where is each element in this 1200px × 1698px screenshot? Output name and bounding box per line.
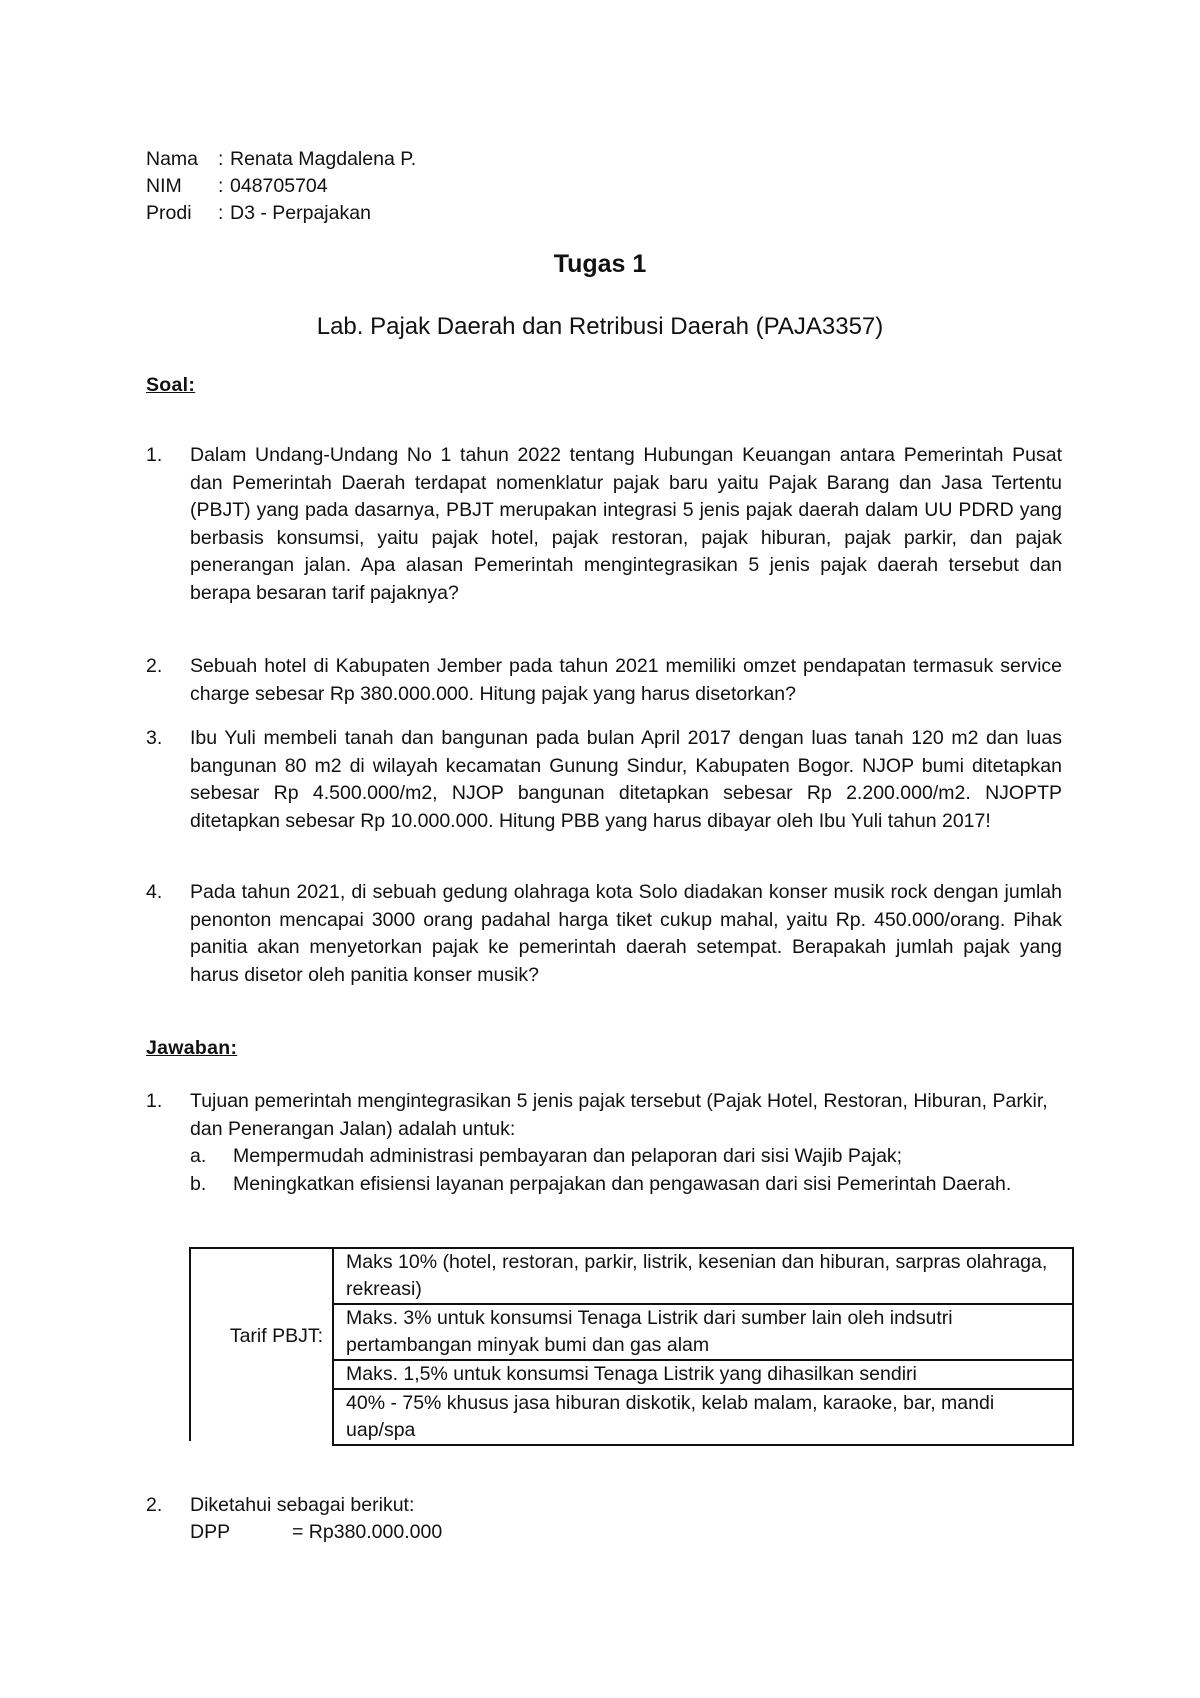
name-value: Renata Magdalena P. xyxy=(230,148,417,170)
point-letter: a. xyxy=(190,1145,207,1167)
answer-point-a xyxy=(190,1143,1062,1171)
answer-number: 1. xyxy=(146,1090,163,1112)
point-text: Meningkatkan efisiensi layanan perpajakan dan pengawasan dari sisi Pemerintah Daerah. xyxy=(233,1173,1012,1195)
question-item-1 xyxy=(146,442,1062,607)
nim-value: 048705704 xyxy=(230,175,328,197)
question-text: Sebuah hotel di Kabupaten Jember pada tahun 2021 memiliki omzet pendapatan termasuk service charge sebesar Rp 380.000.000. Hitung pajak yang harus disetorkan? xyxy=(190,655,1062,705)
answer-point-b xyxy=(190,1171,1062,1199)
question-number: 2. xyxy=(146,655,163,677)
answer-item-2 xyxy=(146,1492,1062,1520)
student-name-row xyxy=(146,146,416,173)
question-text: Dalam Undang-Undang No 1 tahun 2022 tentang Hubungan Keuangan antara Pemerintah Pusat dan Pemerintah Daerah terdapat nomenklatur pajak baru yaitu Pajak Barang dan Jasa Tertentu (PBJT) yang pada dasarnya, PBJT merupakan integrasi 5 jenis pajak daerah dalam UU PDRD yang berbasis konsumsi, yaitu pajak hotel, pajak restoran, pajak hiburan, pajak parkir, dan pajak penerangan jalan. Apa alasan Pemerintah mengintegrasikan 5 jenis pajak daerah tersebut dan berapa besaran tarif pajaknya? xyxy=(190,444,1062,604)
question-number: 4. xyxy=(146,881,163,903)
prodi-value: D3 - Perpajakan xyxy=(230,202,371,224)
dpp-label: DPP xyxy=(190,1521,231,1543)
dpp-value: = Rp380.000.000 xyxy=(292,1521,443,1543)
point-text: Mempermudah administrasi pembayaran dan pelaporan dari sisi Wajib Pajak; xyxy=(233,1145,903,1167)
prodi-separator: : xyxy=(218,202,224,224)
point-letter: b. xyxy=(190,1173,207,1195)
question-number: 1. xyxy=(146,444,163,466)
prodi-label: Prodi xyxy=(146,202,192,224)
tariff-row: Maks 10% (hotel, restoran, parkir, listrik, kesenian dan hiburan, sarpras olahraga, rekreasi) xyxy=(346,1251,1048,1300)
tariff-label: Tarif PBJT: xyxy=(229,1325,323,1347)
nim-separator: : xyxy=(218,175,224,197)
name-separator: : xyxy=(218,148,224,170)
tariff-row: 40% - 75% khusus jasa hiburan diskotik, kelab malam, karaoke, bar, mandi uap/spa xyxy=(334,1388,1072,1444)
answer-item-1 xyxy=(146,1088,1062,1143)
tariff-row: Maks. 1,5% untuk konsumsi Tenaga Listrik yang dihasilkan sendiri xyxy=(334,1359,1072,1388)
page-subtitle: Lab. Pajak Daerah dan Retribusi Daerah (PAJA3357) xyxy=(316,313,884,340)
question-number: 3. xyxy=(146,727,163,749)
question-text: Pada tahun 2021, di sebuah gedung olahraga kota Solo diadakan konser musik rock dengan jumlah penonton mencapai 3000 orang padahal harga tiket cukup mahal, yaitu Rp. 450.000/orang. Pihak panitia akan menyetorkan pajak ke pemerintah daerah setempat. Berapakah jumlah pajak yang harus disetor oleh panitia konser musik? xyxy=(190,881,1062,986)
answer-number: 2. xyxy=(146,1494,163,1516)
jawaban-heading: Jawaban: xyxy=(146,1037,238,1059)
question-item-3 xyxy=(146,725,1062,835)
tariff-table xyxy=(332,1247,1074,1446)
answer-intro: Tujuan pemerintah mengintegrasikan 5 jenis pajak tersebut (Pajak Hotel, Restoran, Hiburan, Parkir, dan Penerangan Jalan) adalah untuk: xyxy=(190,1090,1048,1140)
question-text: Ibu Yuli membeli tanah dan bangunan pada bulan April 2017 dengan luas tanah 120 m2 dan luas bangunan 80 m2 di wilayah kecamatan Gunung Sindur, Kabupaten Bogor. NJOP bumi ditetapkan sebesar Rp 4.500.000/m2, NJOP bangunan ditetapkan sebesar Rp 2.200.000/m2. NJOPTP ditetapkan sebesar Rp 10.000.000. Hitung PBB yang harus dibayar oleh Ibu Yuli tahun 2017! xyxy=(190,727,1062,832)
question-item-2 xyxy=(146,653,1062,708)
dpp-row xyxy=(190,1519,442,1546)
page-title: Tugas 1 xyxy=(553,250,647,278)
question-item-4 xyxy=(146,879,1062,989)
student-nim-row xyxy=(146,173,328,200)
name-label: Nama xyxy=(146,148,199,170)
nim-label: NIM xyxy=(146,175,182,197)
soal-heading: Soal: xyxy=(146,374,196,396)
answer-intro: Diketahui sebagai berikut: xyxy=(190,1494,415,1516)
student-prodi-row xyxy=(146,200,371,227)
tariff-row: Maks. 3% untuk konsumsi Tenaga Listrik dari sumber lain oleh indsutri pertambangan minyak bumi dan gas alam xyxy=(334,1303,1072,1359)
